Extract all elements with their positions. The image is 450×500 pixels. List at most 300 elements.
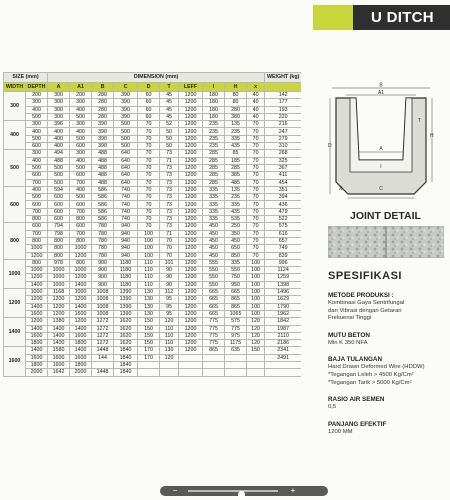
column-header: A1 xyxy=(70,83,92,92)
table-cell: 1200 xyxy=(179,340,203,347)
column-header: H xyxy=(225,83,247,92)
table-cell: 1175 xyxy=(225,340,247,347)
table-cell: 110 xyxy=(138,259,160,266)
table-row xyxy=(4,194,302,201)
table-cell: 70 xyxy=(247,216,265,223)
table-cell: 1200 xyxy=(179,106,203,113)
table-row xyxy=(4,310,302,317)
table-cell: 454 xyxy=(265,179,301,186)
table-cell: 335 xyxy=(203,208,225,215)
table-cell: 600 xyxy=(70,201,92,208)
table-cell: 385 xyxy=(225,172,247,179)
table-cell: 285 xyxy=(203,164,225,171)
table-cell: 1800 xyxy=(70,361,92,368)
table-cell: 130 xyxy=(138,296,160,303)
table-cell: 1200 xyxy=(26,274,48,281)
table-cell: 1800 xyxy=(70,340,92,347)
table-cell: 300 xyxy=(26,150,48,157)
table-row xyxy=(4,259,302,266)
table-cell: 73 xyxy=(160,194,179,201)
table-cell: 1200 xyxy=(179,303,203,310)
table-cell: 285 xyxy=(203,179,225,186)
table-cell: 640 xyxy=(114,179,138,186)
table-cell: 70 xyxy=(138,150,160,157)
table-cell: 800 xyxy=(26,237,48,244)
table-cell: 1200 xyxy=(26,252,48,259)
table-cell: 900 xyxy=(92,281,114,288)
table-cell: 1200 xyxy=(179,194,203,201)
table-cell: 500 xyxy=(114,128,138,135)
table-cell: 1620 xyxy=(114,318,138,325)
diagram-label-d: D xyxy=(328,143,332,149)
table-cell: 435 xyxy=(225,208,247,215)
width-group-cell: 800 xyxy=(4,223,26,259)
table-cell: 600 xyxy=(26,223,48,230)
table-cell: 575 xyxy=(265,223,301,230)
table-cell: 950 xyxy=(225,281,247,288)
table-row xyxy=(4,237,302,244)
table-cell: 1200 xyxy=(179,201,203,208)
table-cell: 70 xyxy=(247,157,265,164)
table-cell: 100 xyxy=(247,310,265,317)
table-cell: 1600 xyxy=(70,310,92,317)
column-header: C xyxy=(114,83,138,92)
size-group-header: SIZE (mm) xyxy=(4,73,48,83)
table-cell: 1400 xyxy=(26,281,48,288)
table-cell: 740 xyxy=(114,216,138,223)
table-cell: 600 xyxy=(26,172,48,179)
table-row xyxy=(4,369,302,376)
table-cell xyxy=(160,369,179,376)
table-cell: 325 xyxy=(265,157,301,164)
table-row xyxy=(4,208,302,215)
table-cell: 798 xyxy=(48,230,70,237)
table-cell: 400 xyxy=(26,106,48,113)
table-cell: 586 xyxy=(92,201,114,208)
table-cell: 665 xyxy=(203,296,225,303)
table-cell: 839 xyxy=(265,252,301,259)
table-cell: 1790 xyxy=(265,303,301,310)
table-cell: 1400 xyxy=(70,281,92,288)
spec-item xyxy=(328,332,448,348)
table-cell: 2000 xyxy=(70,369,92,376)
table-cell: 400 xyxy=(26,128,48,135)
table-cell: 1620 xyxy=(114,340,138,347)
table-cell: 850 xyxy=(225,252,247,259)
table-cell xyxy=(247,354,265,361)
column-header xyxy=(265,83,301,92)
spec-text: 1200 MM xyxy=(328,428,353,435)
joint-detail-title: JOINT DETAIL xyxy=(350,210,421,222)
table-cell: 665 xyxy=(225,289,247,296)
table-cell: 70 xyxy=(138,216,160,223)
table-cell: 310 xyxy=(265,143,301,150)
table-cell: 73 xyxy=(160,208,179,215)
table-cell: 740 xyxy=(114,194,138,201)
table-cell: 150 xyxy=(247,347,265,354)
table-cell: 280 xyxy=(225,106,247,113)
table-cell: 1200 xyxy=(179,92,203,99)
table-cell: 70 xyxy=(138,179,160,186)
table-row xyxy=(4,340,302,347)
table-cell xyxy=(247,361,265,368)
table-cell xyxy=(179,361,203,368)
table-cell: 73 xyxy=(160,164,179,171)
zoom-in-button[interactable]: + xyxy=(290,486,296,495)
table-row xyxy=(4,252,302,259)
table-cell: 1580 xyxy=(48,347,70,354)
table-cell: 40 xyxy=(247,99,265,106)
table-cell: 280 xyxy=(92,92,114,99)
table-cell: 170 xyxy=(138,354,160,361)
table-cell: 1200 xyxy=(70,296,92,303)
table-cell: 1180 xyxy=(114,281,138,288)
table-cell: 396 xyxy=(48,121,70,128)
table-cell: 70 xyxy=(138,194,160,201)
table-cell: 1200 xyxy=(179,310,203,317)
table-row xyxy=(4,267,302,274)
table-cell: 1200 xyxy=(179,245,203,252)
table-cell: 177 xyxy=(265,99,301,106)
table-cell: 800 xyxy=(48,245,70,252)
table-cell: 70 xyxy=(247,186,265,193)
table-cell: 1496 xyxy=(265,289,301,296)
table-cell: 1200 xyxy=(179,259,203,266)
spec-item xyxy=(328,421,448,437)
table-cell: 85 xyxy=(225,150,247,157)
table-cell: 60 xyxy=(138,106,160,113)
table-cell: 940 xyxy=(114,237,138,244)
table-cell: 70 xyxy=(247,172,265,179)
table-row xyxy=(4,223,302,230)
table-cell: 90 xyxy=(160,267,179,274)
table-cell xyxy=(225,354,247,361)
zoom-slider[interactable] xyxy=(188,490,278,492)
width-group-cell: 500 xyxy=(4,150,26,186)
table-cell: 2341 xyxy=(265,347,301,354)
table-row xyxy=(4,150,302,157)
table-cell: 1200 xyxy=(26,318,48,325)
table-cell: 268 xyxy=(265,150,301,157)
spec-text: 0,5 xyxy=(328,404,337,411)
table-cell xyxy=(203,354,225,361)
table-cell: 488 xyxy=(92,150,114,157)
table-row xyxy=(4,164,302,171)
dimension-group-header: DIMENSION (mm) xyxy=(48,73,265,83)
table-cell: 1000 xyxy=(70,245,92,252)
table-cell: 300 xyxy=(26,121,48,128)
spec-item xyxy=(328,292,448,323)
width-group-cell: 600 xyxy=(4,186,26,222)
table-cell: 390 xyxy=(92,135,114,142)
table-cell: 101 xyxy=(160,259,179,266)
diagram-label-b: B xyxy=(379,82,383,89)
table-cell: 488 xyxy=(92,179,114,186)
table-cell: 1200 xyxy=(179,289,203,296)
zoom-slider-thumb[interactable] xyxy=(238,491,245,498)
table-cell: 60 xyxy=(138,99,160,106)
table-cell: 45 xyxy=(160,92,179,99)
table-cell: 575 xyxy=(225,318,247,325)
dimension-table xyxy=(3,72,301,377)
table-cell: 500 xyxy=(114,135,138,142)
table-row xyxy=(4,186,302,193)
table-cell: 1200 xyxy=(179,113,203,120)
table-cell: 52 xyxy=(160,121,179,128)
ditch-channel xyxy=(350,98,412,172)
table-cell: 940 xyxy=(114,223,138,230)
table-cell: 367 xyxy=(265,164,301,171)
table-cell: 975 xyxy=(225,332,247,339)
table-cell xyxy=(203,369,225,376)
table-cell: 500 xyxy=(26,194,48,201)
table-cell: 865 xyxy=(225,303,247,310)
zoom-out-button[interactable]: − xyxy=(172,486,178,495)
table-row xyxy=(4,179,302,186)
table-cell: 500 xyxy=(26,135,48,142)
table-cell: 600 xyxy=(48,208,70,215)
table-cell: 285 xyxy=(203,150,225,157)
table-cell: 180 xyxy=(203,106,225,113)
table-cell: 775 xyxy=(203,325,225,332)
column-header: x xyxy=(247,83,265,92)
diagram-label-c: C xyxy=(379,186,383,192)
table-cell: 450 xyxy=(203,245,225,252)
diagram-label-i: I xyxy=(380,164,382,170)
table-cell: 170 xyxy=(138,347,160,354)
u-ditch-cross-section-diagram xyxy=(326,82,436,200)
table-cell: 1840 xyxy=(114,347,138,354)
table-cell: 940 xyxy=(114,230,138,237)
table-cell: 100 xyxy=(247,296,265,303)
table-cell: 586 xyxy=(92,194,114,201)
table-cell: 70 xyxy=(247,135,265,142)
table-cell: 100 xyxy=(138,245,160,252)
column-header: A xyxy=(48,83,70,92)
table-cell: 335 xyxy=(225,201,247,208)
table-row xyxy=(4,143,302,150)
table-cell: 1842 xyxy=(265,318,301,325)
table-cell: 1168 xyxy=(48,289,70,296)
table-cell: 70 xyxy=(138,223,160,230)
table-cell: 110 xyxy=(138,281,160,288)
table-cell: 775 xyxy=(203,340,225,347)
spec-heading: METODE PRODUKSI : xyxy=(328,292,394,299)
table-cell: 550 xyxy=(203,267,225,274)
table-cell: 600 xyxy=(26,201,48,208)
table-cell: 1629 xyxy=(265,296,301,303)
table-cell: 1200 xyxy=(179,164,203,171)
spec-heading: RASIO AIR SEMEN xyxy=(328,396,385,404)
table-cell: 300 xyxy=(48,92,70,99)
table-cell: 110 xyxy=(160,325,179,332)
spec-text: Min K 350 NFA xyxy=(328,339,368,346)
table-cell: 73 xyxy=(160,201,179,208)
table-cell: 1065 xyxy=(225,310,247,317)
table-cell: 1200 xyxy=(179,347,203,354)
table-cell: 411 xyxy=(265,172,301,179)
table-cell: 60 xyxy=(138,113,160,120)
table-cell: 70 xyxy=(160,245,179,252)
table-cell: 71 xyxy=(160,230,179,237)
table-cell: 216 xyxy=(265,121,301,128)
table-cell: 750 xyxy=(225,274,247,281)
table-cell: 800 xyxy=(70,216,92,223)
table-cell xyxy=(179,354,203,361)
width-group-cell: 400 xyxy=(4,121,26,150)
spec-text: *Tegangan Leleh > 4500 Kg/Cm² xyxy=(328,371,414,378)
table-cell: 1200 xyxy=(179,99,203,106)
table-cell: 60 xyxy=(138,92,160,99)
table-cell: 2110 xyxy=(265,332,301,339)
diagram-label-t: T xyxy=(418,118,422,124)
table-cell: 1200 xyxy=(179,172,203,179)
table-cell: 1200 xyxy=(179,128,203,135)
page-title: U DITCH xyxy=(371,9,434,26)
table-cell: 400 xyxy=(26,186,48,193)
table-cell: 71 xyxy=(160,157,179,164)
table-cell: 95 xyxy=(160,310,179,317)
table-row xyxy=(4,121,302,128)
table-cell: 940 xyxy=(114,245,138,252)
table-cell: 300 xyxy=(70,150,92,157)
table-cell: 586 xyxy=(92,208,114,215)
table-cell: 500 xyxy=(70,135,92,142)
table-row xyxy=(4,172,302,179)
table-cell: 250 xyxy=(225,223,247,230)
table-cell: 800 xyxy=(48,252,70,259)
table-cell: 1000 xyxy=(48,267,70,274)
table-cell xyxy=(225,369,247,376)
table-cell: 70 xyxy=(138,157,160,164)
table-cell: 740 xyxy=(114,208,138,215)
table-cell: 335 xyxy=(203,201,225,208)
table-cell: 600 xyxy=(26,143,48,150)
table-cell: 144 xyxy=(92,354,114,361)
table-row xyxy=(4,303,302,310)
table-cell: 120 xyxy=(160,318,179,325)
table-cell: 120 xyxy=(247,340,265,347)
table-cell: 73 xyxy=(160,172,179,179)
table-cell: 70 xyxy=(138,121,160,128)
table-cell: 335 xyxy=(225,259,247,266)
table-cell: 70 xyxy=(160,237,179,244)
table-cell: 390 xyxy=(92,121,114,128)
table-cell: 749 xyxy=(265,245,301,252)
column-header: DEPTH xyxy=(26,83,48,92)
table-cell: 550 xyxy=(225,267,247,274)
table-cell: 800 xyxy=(70,259,92,266)
table-cell: 90 xyxy=(160,281,179,288)
table-cell: 70 xyxy=(160,252,179,259)
table-cell: 285 xyxy=(203,157,225,164)
table-cell: 70 xyxy=(247,208,265,215)
diagram-label-a: A xyxy=(379,146,383,152)
header-accent-block xyxy=(313,5,353,30)
table-cell: 794 xyxy=(48,223,70,230)
table-cell: 1000 xyxy=(70,289,92,296)
table-row xyxy=(4,361,302,368)
table-cell: 120 xyxy=(247,318,265,325)
table-cell: 1962 xyxy=(265,310,301,317)
table-cell xyxy=(203,361,225,368)
table-cell: 70 xyxy=(138,208,160,215)
table-cell: 400 xyxy=(48,143,70,150)
table-cell: 70 xyxy=(247,164,265,171)
table-cell: 488 xyxy=(48,157,70,164)
table-cell xyxy=(92,361,114,368)
table-cell: 400 xyxy=(48,128,70,135)
table-cell: 285 xyxy=(203,172,225,179)
table-row xyxy=(4,135,302,142)
table-cell: 550 xyxy=(203,281,225,288)
table-cell: 1200 xyxy=(179,237,203,244)
table-cell: 390 xyxy=(114,92,138,99)
table-row xyxy=(4,92,302,99)
table-cell: 335 xyxy=(203,194,225,201)
table-cell: 300 xyxy=(48,99,70,106)
table-cell xyxy=(160,361,179,368)
table-cell: 700 xyxy=(70,208,92,215)
table-cell: 400 xyxy=(70,186,92,193)
table-cell: 235 xyxy=(203,143,225,150)
table-cell: 300 xyxy=(70,121,92,128)
table-cell: 150 xyxy=(138,332,160,339)
table-cell: 780 xyxy=(92,237,114,244)
table-cell: 800 xyxy=(48,237,70,244)
table-cell: 1200 xyxy=(179,325,203,332)
table-cell: 775 xyxy=(203,332,225,339)
table-cell: 1200 xyxy=(179,230,203,237)
table-cell: 1272 xyxy=(92,325,114,332)
table-cell: 400 xyxy=(70,128,92,135)
table-cell: 350 xyxy=(225,230,247,237)
spec-item xyxy=(328,396,448,412)
table-cell: 535 xyxy=(225,216,247,223)
table-cell: 500 xyxy=(48,172,70,179)
table-row xyxy=(4,296,302,303)
specifications-title: SPESIFIKASI xyxy=(328,270,402,282)
table-row xyxy=(4,113,302,120)
table-cell: 1200 xyxy=(179,281,203,288)
dimension-table-container xyxy=(3,72,301,377)
table-cell: 70 xyxy=(247,245,265,252)
table-cell: 70 xyxy=(247,252,265,259)
column-header: T xyxy=(160,83,179,92)
table-cell: 280 xyxy=(92,106,114,113)
table-cell: 500 xyxy=(114,121,138,128)
table-cell: 235 xyxy=(225,194,247,201)
table-cell: 640 xyxy=(114,172,138,179)
diagram-label-a1: A1 xyxy=(377,90,385,96)
table-cell: 120 xyxy=(160,354,179,361)
table-cell: 522 xyxy=(265,216,301,223)
table-cell: 100 xyxy=(138,252,160,259)
table-cell: 1380 xyxy=(48,318,70,325)
table-cell: 640 xyxy=(114,157,138,164)
table-cell: 394 xyxy=(265,194,301,201)
table-cell: 1390 xyxy=(114,289,138,296)
table-cell: 235 xyxy=(225,128,247,135)
table-cell: 380 xyxy=(225,113,247,120)
table-cell: 1642 xyxy=(48,369,70,376)
table-cell: 1398 xyxy=(265,281,301,288)
table-row xyxy=(4,201,302,208)
table-cell: 780 xyxy=(92,230,114,237)
table-cell: 1124 xyxy=(265,267,301,274)
table-cell: 100 xyxy=(247,281,265,288)
table-cell: 488 xyxy=(92,157,114,164)
